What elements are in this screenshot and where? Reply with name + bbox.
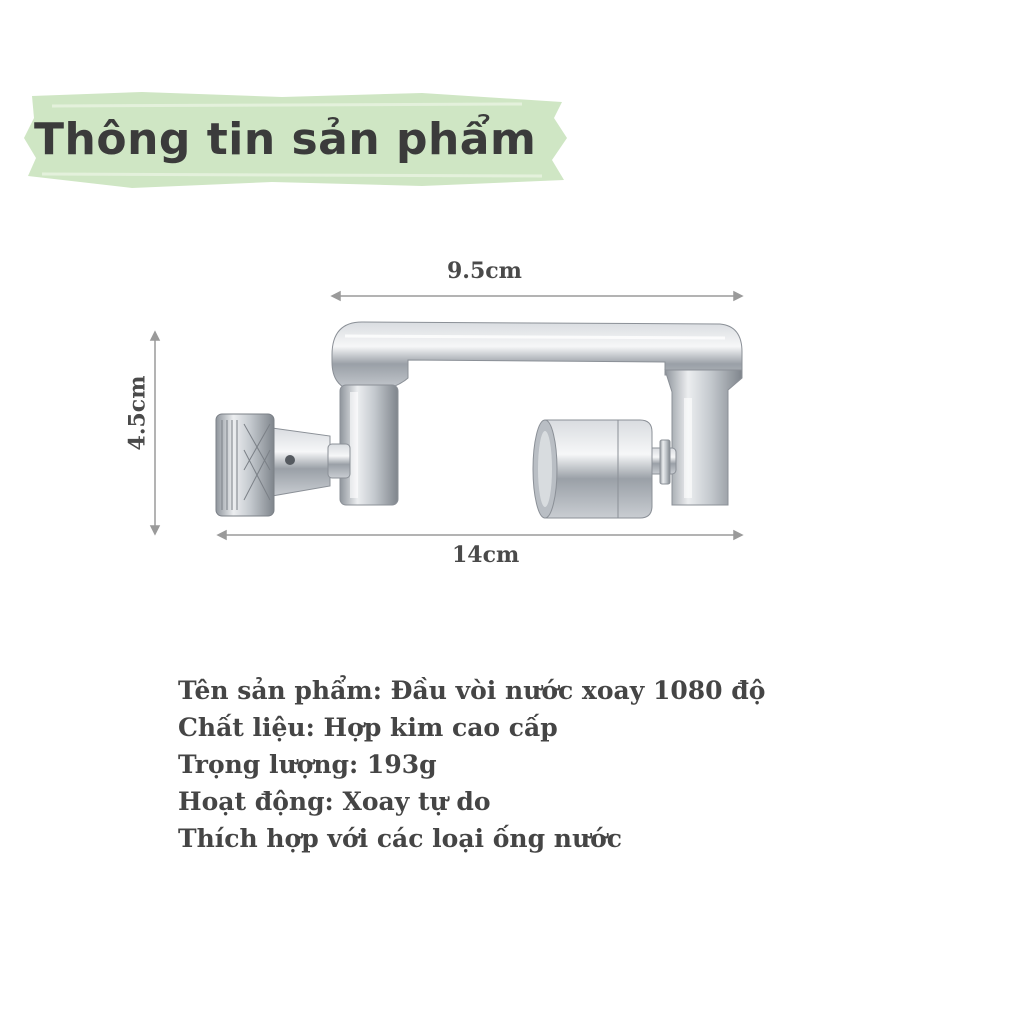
threaded-connector: [216, 414, 350, 516]
dimension-label-height: 4.5cm: [124, 375, 151, 451]
aerator-head: [533, 420, 676, 518]
dimension-arrow-top: [332, 292, 742, 300]
spec-operation: Hoạt động: Xoay tự do: [178, 787, 491, 816]
dimension-label-width-top: 9.5cm: [447, 258, 522, 284]
dimension-label-width-bottom: 14cm: [452, 542, 520, 568]
faucet-joint-right: [665, 370, 742, 505]
spec-weight: Trọng lượng: 193g: [178, 750, 437, 779]
spec-product-name: Tên sản phẩm: Đầu vòi nước xoay 1080 độ: [178, 676, 766, 705]
spec-material: Chất liệu: Hợp kim cao cấp: [178, 713, 558, 742]
dimension-arrow-left: [151, 332, 159, 534]
dimension-arrow-bottom: [218, 531, 742, 539]
spec-compatibility: Thích hợp với các loại ống nước: [178, 824, 623, 853]
page-title: Thông tin sản phẩm: [34, 114, 537, 165]
product-specs: [178, 672, 765, 857]
